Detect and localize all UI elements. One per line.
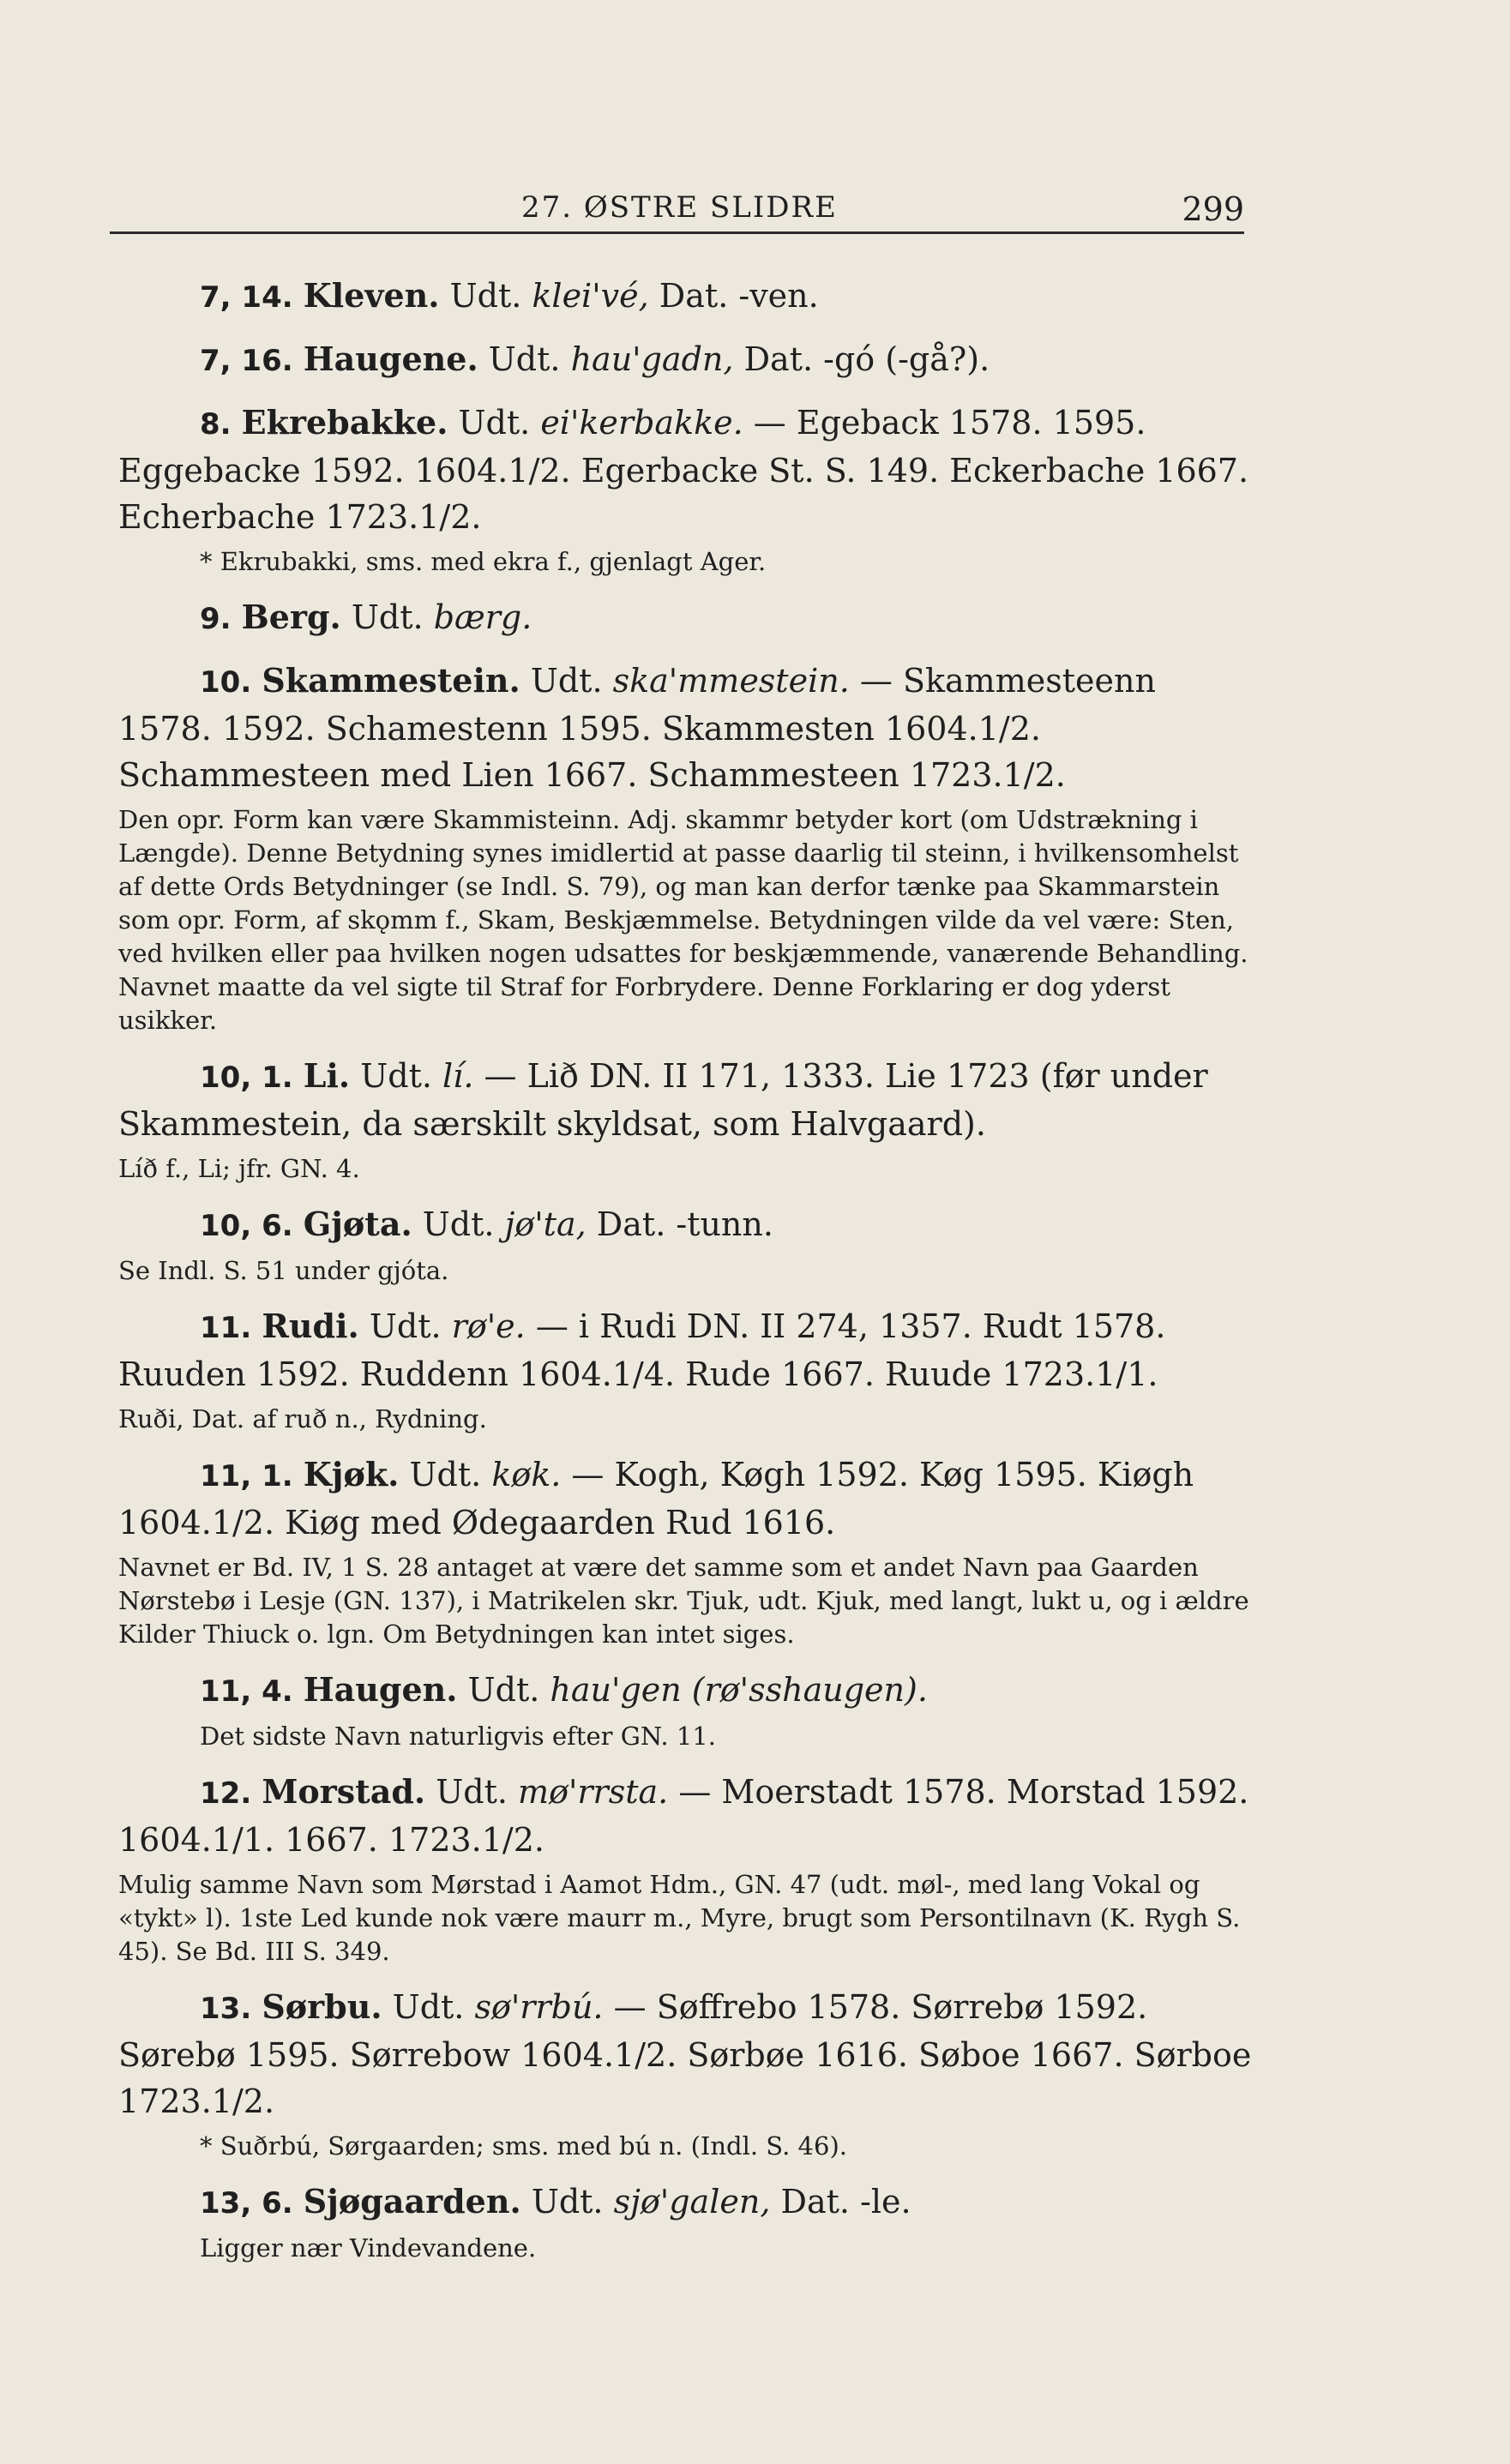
entry-number: 12. [200,1776,252,1811]
entry-name: Kleven. [303,276,440,315]
page-number: 299 [1182,190,1244,228]
pronunciation: jø'ta, [504,1205,587,1243]
entry-text: — i Rudi DN. II 274, 1357. Rudt 1578. Ruuden 1592. Ruddenn 1604.1/4. Rude 1667. Ruude 1723.1/1. [118,1307,1166,1393]
udt-label: Udt. [392,1988,465,2026]
pronunciation: køk. [491,1456,562,1493]
entry-name: Li. [303,1056,351,1095]
entry-name: Rudi. [262,1307,359,1345]
entry-text: — Lið DN. II 171, 1333. Lie 1723 (før under Skammestein, da særskilt skyldsat, som Halvgaard). [118,1057,1208,1143]
entry-number: 10, 1. [200,1061,293,1095]
udt-label: Udt. [531,2183,604,2221]
entry-etymology: * Ekrubakki, sms. med ekra f., gjenlagt Ager. [200,547,767,576]
running-title: 27. ØSTRE SLIDRE [521,190,838,225]
entry-heading [118,1053,1252,1147]
entry [118,1451,1252,1651]
entry-note: Ligger nær Vindevandene. [200,2233,537,2263]
pronunciation: sjø'galen, [613,2183,771,2221]
pronunciation: ei'kerbakke. [540,404,743,442]
entry-number: 9. [200,602,232,636]
entry [118,1201,1252,1288]
entry-text: — Moerstadt 1578. Morstad 1592. 1604.1/1. 1667. 1723.1/2. [118,1773,1249,1859]
entry-heading [118,1201,1252,1249]
entry-note: Mulig samme Navn som Mørstad i Aamot Hdm., GN. 47 (udt. møl-, med lang Vokal og «tykt» l). 1ste Led kunde nok være maurr m., Myre, brugt som Persontilnavn (K. Rygh S. 45). Se Bd. III S. 349. [118,1870,1241,1966]
udt-label: Udt. [436,1773,508,1811]
entry-number: 11. [200,1311,252,1345]
entry-number: 10, 6. [200,1209,293,1243]
entry [118,2179,1252,2265]
entry [118,594,1252,642]
entry-heading [118,400,1252,540]
udt-label: Udt. [530,662,603,700]
pronunciation: hau'gadn, [570,340,734,378]
pronunciation: bærg. [433,598,532,636]
udt-label: Udt. [458,404,531,442]
entry [118,273,1252,321]
entry-etymology: * Suðrbú, Sørgaarden; sms. med bú n. (Indl. S. 46). [200,2131,847,2161]
pronunciation: lí. [442,1057,474,1095]
entry-note: Ruði, Dat. af ruð n., Rydning. [118,1404,487,1433]
entry-number: 11, 1. [200,1459,293,1493]
entry-number: 11, 4. [200,1674,293,1709]
entry-note: Líð f., Li; jfr. GN. 4. [118,1154,360,1183]
entry [118,1053,1252,1186]
entry-name: Morstad. [262,1772,426,1811]
entry-text: Dat. -gó (-gå?). [743,340,990,378]
pronunciation: mø'rrsta. [518,1773,669,1811]
entry-name: Skammestein. [262,661,520,700]
entry-name: Kjøk. [303,1455,400,1493]
entry-heading [118,658,1252,798]
udt-label: Udt. [422,1205,495,1243]
entry [118,336,1252,384]
entry-note: Den opr. Form kan være Skammisteinn. Adj. skammr betyder kort (om Udstrækning i Længde). Denne Betydning synes imidlertid at passe daarlig til steinn, i hvilkensomhelst af dette Ords Betydninger (se Indl. S. 79), og man kan derfor tænke paa Skammarstein som opr. Form, af skǫmm f., Skam, Beskjæmmelse. Betydningen vilde da vel være: Sten, ved hvilken eller paa hvilken nogen udsattes for beskjæmmende, vanærende Behandling. Navnet maatte da vel sigte til Straf for Forbrydere. Denne Forklaring er dog yderst usikker. [118,805,1248,1035]
udt-label: Udt. [449,277,522,315]
entry-number: 13. [200,1992,252,2026]
entry-heading [118,273,1252,321]
entry [118,1667,1252,1753]
udt-label: Udt. [351,598,424,636]
pronunciation: ska'mmestein. [612,662,850,700]
entry-name: Haugene. [303,340,478,378]
entry-text: Dat. -le. [780,2183,911,2221]
entry-name: Sørbu. [262,1987,382,2026]
udt-label: Udt. [360,1057,432,1095]
entry-heading [118,594,1252,642]
entry [118,1303,1252,1436]
entry-number: 7, 14. [200,280,293,315]
pronunciation: rø'e. [451,1307,526,1345]
entry [118,1769,1252,1968]
entry-note: Det sidste Navn naturligvis efter GN. 11. [200,1722,716,1751]
entry-heading [118,1451,1252,1546]
entry-text: Dat. -tunn. [596,1205,773,1243]
pronunciation: klei'vé, [532,277,649,315]
udt-label: Udt. [467,1671,540,1709]
entry-text: — Søffrebo 1578. Sørrebø 1592. Sørebø 1595. Sørrebow 1604.1/2. Sørbøe 1616. Søboe 1667. Sørboe 1723.1/2. [118,1988,1252,2120]
entry-text: Dat. -ven. [659,277,819,315]
entry-note: Se Indl. S. 51 under gjóta. [118,1256,449,1285]
entry-number: 7, 16. [200,344,293,378]
entry-heading [118,1667,1252,1715]
entry-text: — Skammesteenn 1578. 1592. Schamestenn 1595. Skammesten 1604.1/2. Schammesteen med Lien 1667. Schammesteen 1723.1/2. [118,662,1156,794]
entry-note: Navnet er Bd. IV, 1 S. 28 antaget at være det samme som et andet Navn paa Gaarden Nørstebø i Lesje (GN. 137), i Matrikelen skr. Tjuk, udt. Kjuk, med langt, lukt u, og i ældre Kilder Thiuck o. lgn. Om Betydningen kan intet siges. [118,1553,1249,1649]
entry [118,1984,1252,2163]
entry-number: 10. [200,665,252,700]
entry [118,400,1252,579]
entry-text: — Egeback 1578. 1595. Eggebacke 1592. 1604.1/2. Egerbacke St. S. 149. Eckerbache 1667. Echerbache 1723.1/2. [118,404,1249,536]
entry-name: Gjøta. [303,1205,412,1243]
udt-label: Udt. [409,1456,482,1493]
udt-label: Udt. [488,340,561,378]
entry [118,658,1252,1037]
entry-heading [118,1769,1252,1863]
entry-heading [118,1303,1252,1397]
entry-text: — Kogh, Køgh 1592. Køg 1595. Kiøgh 1604.1/2. Kiøg med Ødegaarden Rud 1616. [118,1456,1194,1542]
entry-name: Sjøgaarden. [303,2182,521,2221]
pronunciation: hau'gen (rø'sshaugen). [550,1671,928,1709]
entry-heading [118,2179,1252,2227]
entry-heading [118,336,1252,384]
entry-name: Ekrebakke. [241,403,448,442]
pronunciation: sø'rrbú. [474,1988,604,2026]
entry-name: Haugen. [303,1670,458,1709]
entry-number: 13, 6. [200,2186,293,2221]
page-header [110,187,1244,234]
udt-label: Udt. [369,1307,442,1345]
main-content [118,273,1252,2281]
entry-number: 8. [200,407,232,442]
entry-heading [118,1984,1252,2124]
entry-name: Berg. [241,598,341,636]
